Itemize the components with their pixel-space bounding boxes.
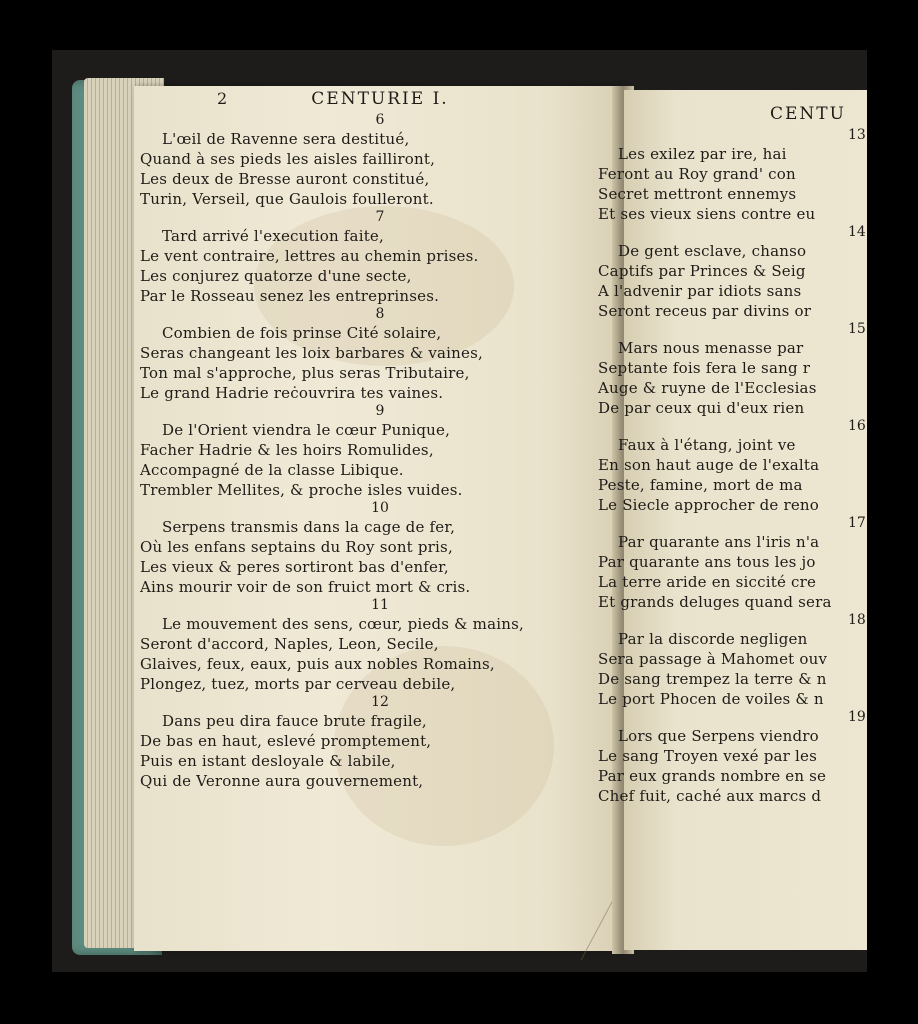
verse-line: Les vieux & peres sortiront bas d'enfer, bbox=[140, 558, 449, 576]
verse-line: Qui de Veronne aura gouvernement, bbox=[140, 772, 424, 790]
quatrain bbox=[140, 306, 580, 403]
verse-line: Par eux grands nombre en se bbox=[598, 767, 827, 785]
quatrain bbox=[140, 500, 580, 597]
quatrain-number: 9 bbox=[375, 403, 385, 419]
quatrain-number: 7 bbox=[375, 209, 385, 225]
quatrain-number: 14 bbox=[848, 224, 866, 240]
verse-line: Faux à l'étang, joint ve bbox=[618, 436, 796, 454]
quatrain-number: 6 bbox=[375, 112, 385, 128]
verse-line: Par la discorde negligen bbox=[618, 630, 808, 648]
verse-line: De l'Orient viendra le cœur Punique, bbox=[162, 421, 451, 439]
verse-line: Le vent contraire, lettres au chemin prises. bbox=[140, 247, 479, 265]
verse-line: Septante fois fera le sang r bbox=[598, 359, 811, 377]
right-running-head: CENTU bbox=[770, 104, 846, 124]
verse-line: Turin, Verseil, que Gaulois foulleront. bbox=[140, 190, 434, 208]
quatrain bbox=[598, 515, 867, 612]
quatrain bbox=[598, 127, 867, 224]
verse-line: Ains mourir voir de son fruict mort & cris. bbox=[140, 578, 471, 596]
verse-line: De sang trempez la terre & n bbox=[598, 670, 827, 688]
verse-line: Le Siecle approcher de reno bbox=[598, 496, 820, 514]
verse-line: A l'advenir par idiots sans bbox=[598, 282, 802, 300]
verse-line: Plongez, tuez, morts par cerveau debile, bbox=[140, 675, 456, 693]
verse-line: De gent esclave, chanso bbox=[618, 242, 807, 260]
quatrain bbox=[140, 694, 580, 791]
verse-line: Ton mal s'approche, plus seras Tributaire, bbox=[140, 364, 470, 382]
verse-line: Quand à ses pieds les aisles failliront, bbox=[140, 150, 436, 168]
verse-line: Les exilez par ire, hai bbox=[618, 145, 787, 163]
page-number: 2 bbox=[217, 89, 228, 108]
verse-line: En son haut auge de l'exalta bbox=[598, 456, 820, 474]
quatrain-number: 8 bbox=[375, 306, 385, 322]
verse-line: De par ceux qui d'eux rien bbox=[598, 399, 805, 417]
verse-line: Les deux de Bresse auront constitué, bbox=[140, 170, 430, 188]
quatrain-number: 17 bbox=[848, 515, 866, 531]
quatrain bbox=[598, 612, 867, 709]
quatrain-number: 15 bbox=[848, 321, 866, 337]
verse-line: Trembler Mellites, & proche isles vuides. bbox=[140, 481, 463, 499]
quatrain bbox=[140, 112, 580, 209]
quatrain bbox=[140, 597, 580, 694]
quatrain-number: 19 bbox=[848, 709, 866, 725]
verse-line: Le mouvement des sens, cœur, pieds & mains, bbox=[162, 615, 524, 633]
verse-line: Secret mettront ennemys bbox=[598, 185, 797, 203]
quatrain bbox=[140, 209, 580, 306]
verse-line: Seras changeant les loix barbares & vaines, bbox=[140, 344, 483, 362]
verse-line: Sera passage à Mahomet ouv bbox=[598, 650, 828, 668]
verse-line: Chef fuit, caché aux marcs d bbox=[598, 787, 822, 805]
quatrain bbox=[598, 321, 867, 418]
verse-line: Le sang Troyen vexé par les bbox=[598, 747, 817, 765]
left-running-head bbox=[140, 88, 580, 112]
verse-line: L'œil de Ravenne sera destitué, bbox=[162, 130, 410, 148]
left-page-text bbox=[140, 88, 580, 791]
verse-line: Feront au Roy grand' con bbox=[598, 165, 796, 183]
verse-line: Captifs par Princes & Seig bbox=[598, 262, 806, 280]
verse-line: Par le Rosseau senez les entreprinses. bbox=[140, 287, 440, 305]
page-title: CENTURIE I. bbox=[311, 89, 449, 109]
quatrain bbox=[598, 224, 867, 321]
verse-line: Le grand Hadrie reċouvrira tes vaines. bbox=[140, 384, 444, 402]
left-stanza-list bbox=[140, 112, 580, 791]
verse-line: Facher Hadrie & les hoirs Romulides, bbox=[140, 441, 434, 459]
verse-line: Auge & ruyne de l'Ecclesias bbox=[598, 379, 817, 397]
verse-line: Peste, famine, mort de ma bbox=[598, 476, 803, 494]
verse-line: Seront receus par divins or bbox=[598, 302, 812, 320]
verse-line: Tard arrivé l'execution faite, bbox=[162, 227, 384, 245]
verse-line: Et grands deluges quand sera bbox=[598, 593, 832, 611]
verse-line: Seront d'accord, Naples, Leon, Secile, bbox=[140, 635, 439, 653]
verse-line: Par quarante ans tous les jo bbox=[598, 553, 816, 571]
right-page-text bbox=[598, 103, 867, 806]
verse-line: Le port Phocen de voiles & n bbox=[598, 690, 824, 708]
verse-line: Glaives, feux, eaux, puis aux nobles Romains, bbox=[140, 655, 495, 673]
verse-line: Lors que Serpens viendro bbox=[618, 727, 819, 745]
quatrain-number: 13 bbox=[848, 127, 866, 143]
verse-line: Accompagné de la classe Libique. bbox=[140, 461, 404, 479]
verse-line: Puis en istant desloyale & labile, bbox=[140, 752, 396, 770]
verse-line: Combien de fois prinse Cité solaire, bbox=[162, 324, 442, 342]
quatrain-number: 10 bbox=[371, 500, 389, 516]
quatrain-number: 16 bbox=[848, 418, 866, 434]
verse-line: De bas en haut, eslevé promptement, bbox=[140, 732, 432, 750]
quatrain bbox=[140, 403, 580, 500]
verse-line: La terre aride en siccité cre bbox=[598, 573, 817, 591]
verse-line: Dans peu dira fauce brute fragile, bbox=[162, 712, 427, 730]
verse-line: Et ses vieux siens contre eu bbox=[598, 205, 816, 223]
quatrain bbox=[598, 709, 867, 806]
verse-line: Serpens transmis dans la cage de fer, bbox=[162, 518, 456, 536]
right-stanza-list bbox=[598, 127, 867, 806]
quatrain-number: 12 bbox=[371, 694, 389, 710]
quatrain-number: 18 bbox=[848, 612, 866, 628]
verse-line: Les conjurez quatorze d'une secte, bbox=[140, 267, 412, 285]
quatrain bbox=[598, 418, 867, 515]
verse-line: Par quarante ans l'iris n'a bbox=[618, 533, 820, 551]
quatrain-number: 11 bbox=[371, 597, 389, 613]
verse-line: Où les enfans septains du Roy sont pris, bbox=[140, 538, 453, 556]
verse-line: Mars nous menasse par bbox=[618, 339, 804, 357]
